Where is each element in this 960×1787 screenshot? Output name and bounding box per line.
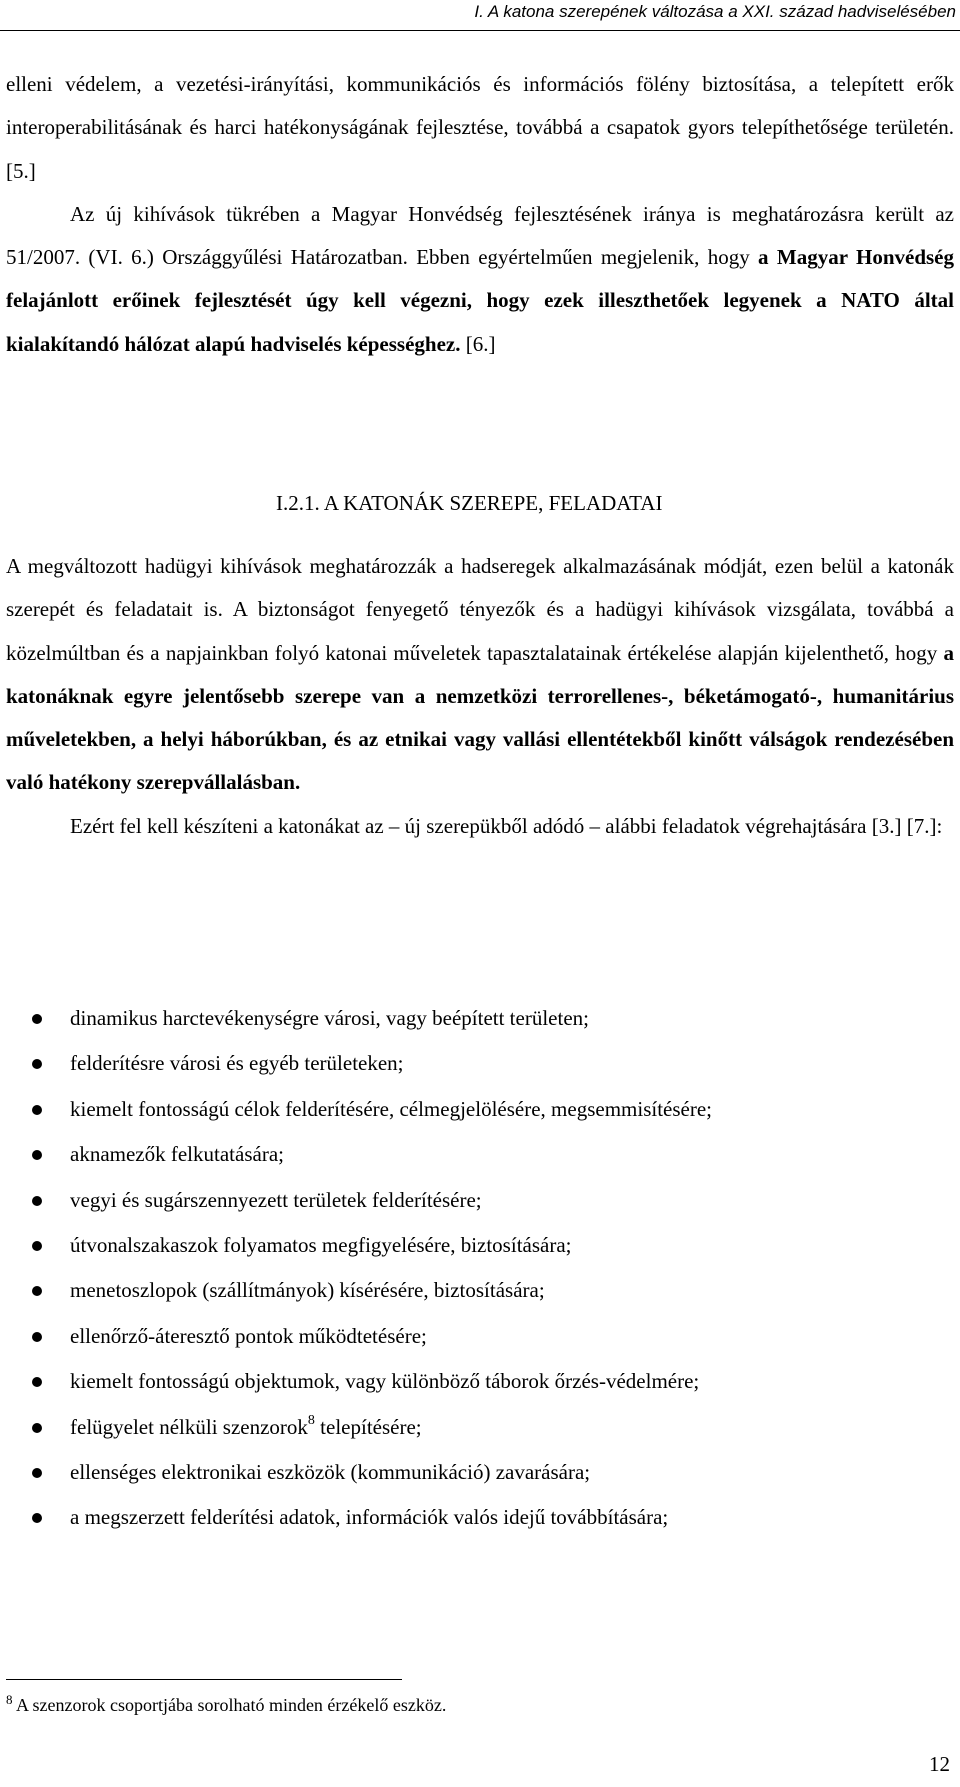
- list-item-text: menetoszlopok (szállítmányok) kísérésére, biztosítására;: [70, 1278, 545, 1303]
- footnote-text: A szenzorok csoportjába sorolható minden érzékelő eszköz.: [12, 1695, 447, 1715]
- list-item-text: kiemelt fontosságú objektumok, vagy különböző táborok őrzés-védelmére;: [70, 1369, 700, 1394]
- list-item-text-end: telepítésére;: [314, 1414, 422, 1439]
- paragraph-tail: [6.]: [460, 331, 496, 356]
- body-text-top: [6, 63, 954, 366]
- list-item-text: ellenséges elektronikai eszközök (kommunikáció) zavarására;: [70, 1459, 591, 1484]
- body-text-section: [6, 545, 954, 848]
- list-item: [6, 1132, 954, 1177]
- list-item: [6, 1041, 954, 1086]
- list-item-sensor: [6, 1405, 954, 1450]
- page-number: 12: [929, 1752, 950, 1776]
- list-item-text: dinamikus harctevékenységre városi, vagy beépített területen;: [70, 1006, 589, 1030]
- footnote: [6, 1692, 447, 1716]
- list-item-text: vegyi és sugárszennyezett területek felderítésére;: [70, 1187, 482, 1212]
- section-heading: I.2.1. A KATONÁK SZEREPE, FELADATAI: [276, 491, 663, 515]
- paragraph-lead: Az új kihívások tükrében a Magyar Honvédség fejlesztésének iránya is meghatározásra került az 51/2007. (VI. 6.) Országgyűlési Határozatban. Ebben egyértelműen megjelenik, hogy: [6, 201, 954, 270]
- list-item: [6, 1268, 954, 1313]
- list-item-text: aknamezők felkutatására;: [70, 1142, 284, 1167]
- footnote-reference[interactable]: 8: [307, 1412, 315, 1428]
- paragraph-lead: A megváltozott hadügyi kihívások meghatározzák a hadseregek alkalmazásának módját, ezen belül a katonák szerepét és feladatait is. A biztonságot fenyegető tényezők és a hadügyi kihívások vizsgálata, továbbá a közelmúltban és a napjainkban folyó katonai műveletek tapasztalatainak értékelése alapján kijelenthető, hogy: [6, 554, 954, 665]
- list-item-text: felderítésre városi és egyéb területeken;: [70, 1051, 404, 1076]
- bullet-icon: [32, 1059, 42, 1069]
- bullet-icon: [32, 1014, 42, 1024]
- bullet-icon: [32, 1105, 42, 1115]
- running-header: [0, 0, 960, 31]
- paragraph-bold: a Magyar Honvédség felajánlott erőinek fejlesztését úgy kell végezni, hogy ezek illeszthetőek legyenek a NATO által kialakítandó hálózat alapú hadviselés képességhez.: [6, 245, 954, 356]
- bullet-icon: [32, 1150, 42, 1160]
- list-item: [6, 1314, 954, 1359]
- footnote-divider: [6, 1679, 402, 1680]
- bullet-icon: [32, 1286, 42, 1296]
- paragraph-feladatok: Ezért fel kell készíteni a katonákat az – új szerepükből adódó – alábbi feladatok végrehajtására [3.] [7.]:: [70, 813, 943, 838]
- list-item-text: útvonalszakaszok folyamatos megfigyelésére, biztosítására;: [70, 1232, 572, 1257]
- paragraph-continuation: elleni védelem, a vezetési-irányítási, kommunikációs és információs fölény biztosítása, a telepített erők interoperabilitásának és harci hatékonyságának fejlesztése, továbbá a csapatok gyors telepíthetősége területén. [5.]: [6, 72, 954, 183]
- bullet-icon: [32, 1196, 42, 1206]
- bullet-icon: [32, 1241, 42, 1251]
- list-item: [6, 1178, 954, 1223]
- paragraph-honvedseg: [6, 193, 954, 366]
- bullet-icon: [32, 1423, 42, 1433]
- bullet-icon: [32, 1513, 42, 1523]
- list-item-text: ellenőrző-áteresztő pontok működtetésére;: [70, 1323, 427, 1348]
- paragraph-katonak: [6, 545, 954, 805]
- paragraph-bold: a katonáknak egyre jelentősebb szerepe van a nemzetközi terrorellenes-, béketámogató-, humanitárius műveletekben, a helyi háborúkban, és az etnikai vagy vallási ellentétekből kinőtt válságok rendezésében való hatékony szerepvállalásban.: [6, 640, 954, 795]
- footnote-mark: 8: [6, 1692, 13, 1707]
- list-item-text: kiemelt fontosságú célok felderítésére, célmegjelölésére, megsemmisítésére;: [70, 1096, 712, 1121]
- list-item: [6, 996, 954, 1041]
- list-item-text: a megszerzett felderítési adatok, információk valós idejű továbbítására;: [70, 1505, 669, 1530]
- list-item: [6, 1087, 954, 1132]
- bullet-icon: [32, 1377, 42, 1387]
- running-title: I. A katona szerepének változása a XXI. század hadviselésében: [474, 2, 956, 21]
- list-item: [6, 1450, 954, 1495]
- bullet-icon: [32, 1468, 42, 1478]
- list-item: [6, 1223, 954, 1268]
- task-list: [6, 996, 954, 1541]
- list-item-text: felügyelet nélküli szenzorok: [70, 1414, 308, 1439]
- bullet-icon: [32, 1332, 42, 1342]
- list-item: [6, 1359, 954, 1404]
- list-item: [6, 1495, 954, 1540]
